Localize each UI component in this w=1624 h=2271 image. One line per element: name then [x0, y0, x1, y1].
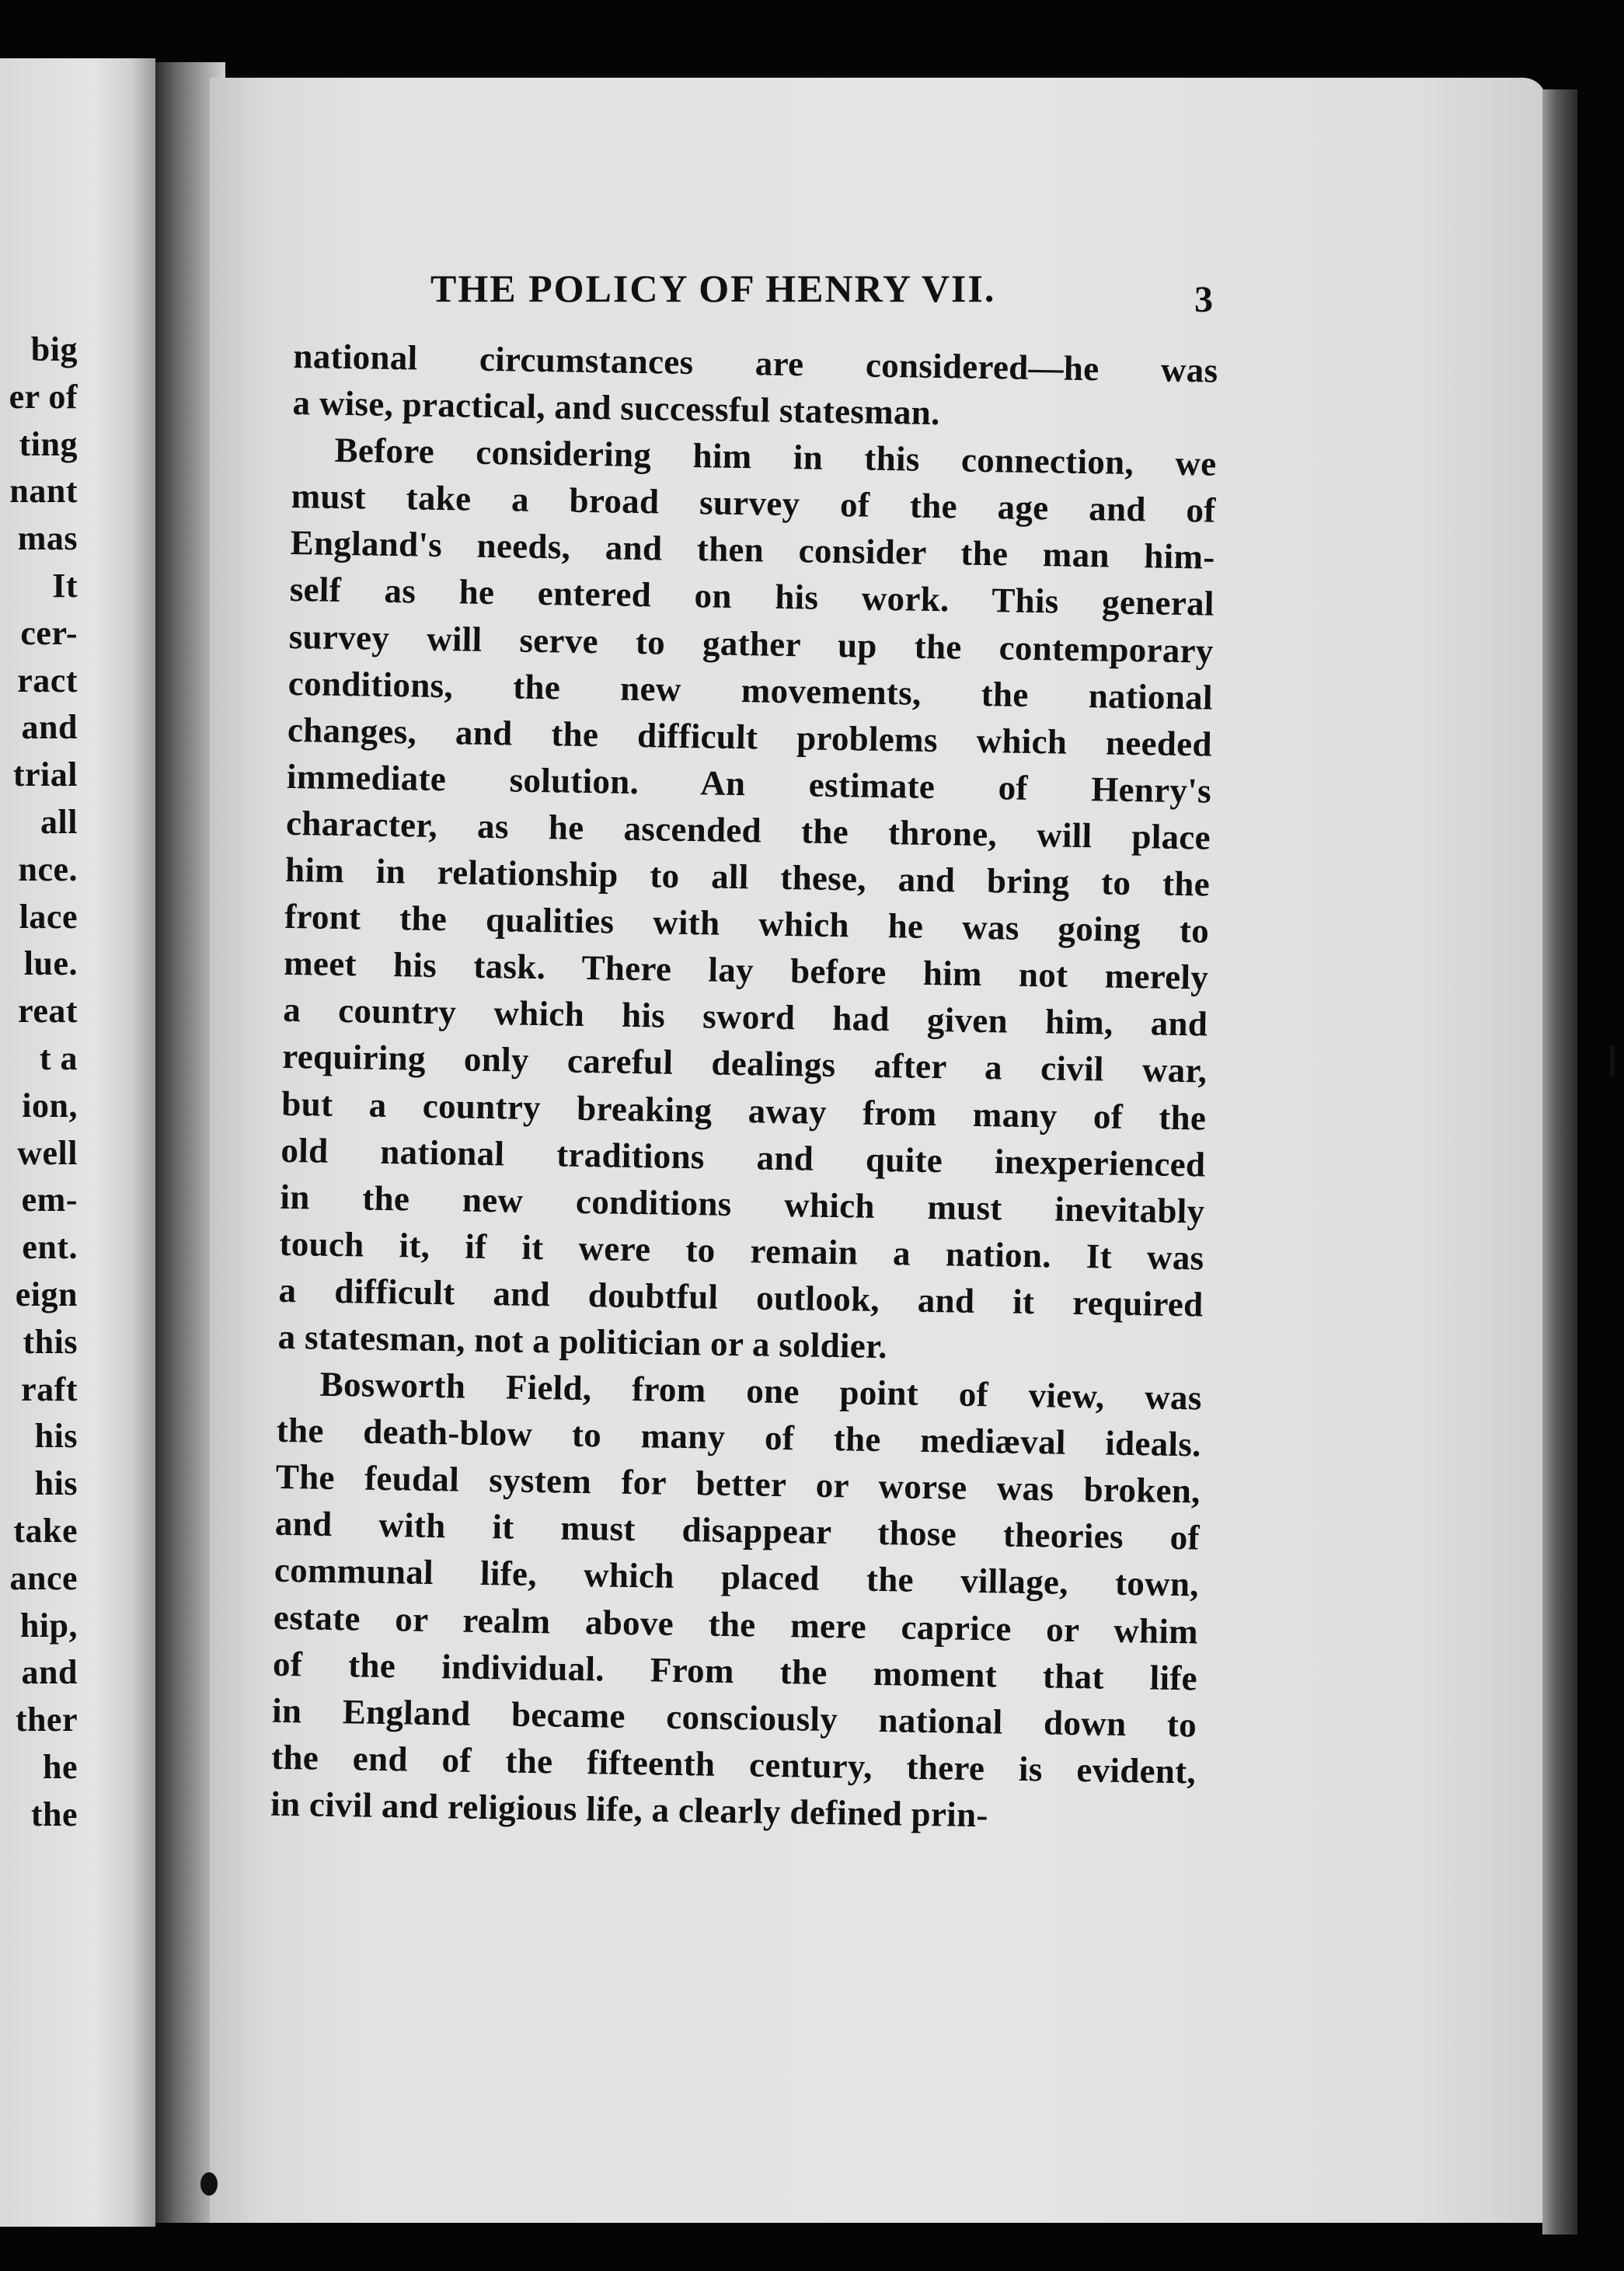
- text-line: front the qualities with which he was going to: [284, 897, 1210, 951]
- text-line: in the new conditions which must inevitably: [280, 1177, 1205, 1231]
- left-page-fragment: cer-: [20, 613, 78, 652]
- text-line: requiring only careful dealings after a civil war,: [281, 1037, 1208, 1090]
- left-page-fragment: reat: [18, 992, 78, 1031]
- left-page-fragment: all: [40, 802, 78, 841]
- left-facing-page: [0, 58, 155, 2227]
- text-line: a country which his sword had given him, and: [282, 990, 1208, 1044]
- text-line: old national traditions and quite inexperienced: [281, 1130, 1206, 1184]
- text-line: conditions, the new movements, the national: [288, 663, 1214, 717]
- text-line: the death-blow to many of the mediæval ideals.: [276, 1410, 1202, 1464]
- text-line: survey will serve to gather up the contemporary: [288, 616, 1215, 671]
- left-page-fragment: mas: [17, 519, 78, 558]
- text-line: Bosworth Field, from one point of view, was: [319, 1364, 1203, 1418]
- text-line: in civil and religious life, a clearly defined prin-: [270, 1784, 989, 1835]
- left-page-fragment: trial: [12, 755, 78, 794]
- text-line: touch it, if it were to remain a nation. It was: [279, 1223, 1204, 1278]
- text-line: national circumstances are considered—he was: [293, 336, 1218, 390]
- left-page-fragment: big: [30, 330, 78, 368]
- left-page-fragment: and: [21, 708, 78, 747]
- left-page-fragment: his: [34, 1464, 78, 1503]
- body-text: [270, 333, 1218, 1841]
- left-page-fragment: lace: [19, 897, 78, 936]
- left-page-fragment: nce.: [18, 849, 78, 888]
- left-page-fragment: lue.: [23, 944, 78, 983]
- left-page-fragment: hip,: [19, 1606, 78, 1645]
- text-line: The feudal system for better or worse was broken,: [275, 1457, 1201, 1511]
- text-line: communal life, which placed the village, town,: [274, 1551, 1200, 1604]
- paragraph: [270, 1360, 1202, 1842]
- left-page-fragment: the: [30, 1795, 78, 1833]
- left-page-fragment: his: [34, 1417, 78, 1456]
- text-line: a wise, practical, and successful statesman.: [292, 383, 941, 433]
- left-page-fragment: and: [21, 1653, 78, 1692]
- book-right-edge: [1542, 89, 1577, 2234]
- page-number: 3: [1194, 279, 1213, 320]
- left-page-fragment: this: [23, 1322, 78, 1361]
- text-line: England's needs, and then consider the man him-: [290, 523, 1215, 577]
- left-page-text-fragments: [9, 326, 78, 1839]
- text-line: immediate solution. An estimate of Henry's: [286, 756, 1212, 811]
- running-header: THE POLICY OF HENRY VII.: [430, 267, 996, 310]
- text-line: and with it must disappear those theories of: [274, 1504, 1201, 1558]
- left-page-fragment: er of: [9, 377, 78, 416]
- left-page-fragment: ent.: [22, 1228, 78, 1267]
- text-line: of the individual. From the moment that life: [272, 1644, 1198, 1698]
- ink-speck: [200, 2172, 218, 2196]
- left-page-fragment: well: [17, 1133, 78, 1172]
- text-line: the end of the fifteenth century, there is evident,: [270, 1737, 1197, 1791]
- left-page-fragment: t a: [39, 1038, 78, 1077]
- left-page-fragment: It: [52, 566, 78, 605]
- left-page-fragment: eign: [15, 1275, 78, 1313]
- left-page-fragment: ance: [9, 1558, 78, 1597]
- left-page-fragment: ract: [17, 661, 78, 699]
- text-line: a difficult and doubtful outlook, and it required: [278, 1270, 1204, 1324]
- text-line: must take a broad survey of the age and of: [291, 476, 1216, 530]
- left-page-fragment: nant: [9, 472, 78, 511]
- text-line: Before considering him in this connection, we: [334, 431, 1217, 483]
- left-page-fragment: take: [13, 1511, 78, 1550]
- text-line: character, as he ascended the throne, will place: [285, 803, 1211, 857]
- left-page-fragment: ion,: [22, 1086, 78, 1125]
- text-line: in England became consciously national down to: [271, 1690, 1197, 1745]
- ink-speck: [1610, 1045, 1615, 1076]
- left-page-fragment: ther: [15, 1701, 78, 1739]
- left-page-fragment: raft: [21, 1369, 78, 1408]
- text-line: a statesman, not a politician or a soldier.: [277, 1317, 888, 1366]
- text-line: meet his task. There lay before him not merely: [283, 944, 1209, 997]
- paragraph: [277, 426, 1217, 1374]
- paragraph: [292, 333, 1218, 441]
- left-page-fragment: em-: [21, 1181, 78, 1219]
- text-line: changes, and the difficult problems which needed: [287, 710, 1213, 764]
- text-line: but a country breaking away from many of the: [281, 1083, 1207, 1138]
- left-page-fragment: ting: [19, 424, 78, 463]
- text-line: him in relationship to all these, and bring to the: [284, 849, 1211, 904]
- text-line: estate or realm above the mere caprice or whim: [273, 1597, 1199, 1652]
- left-page-fragment: he: [43, 1747, 78, 1786]
- text-line: self as he entered on his work. This general: [289, 570, 1215, 624]
